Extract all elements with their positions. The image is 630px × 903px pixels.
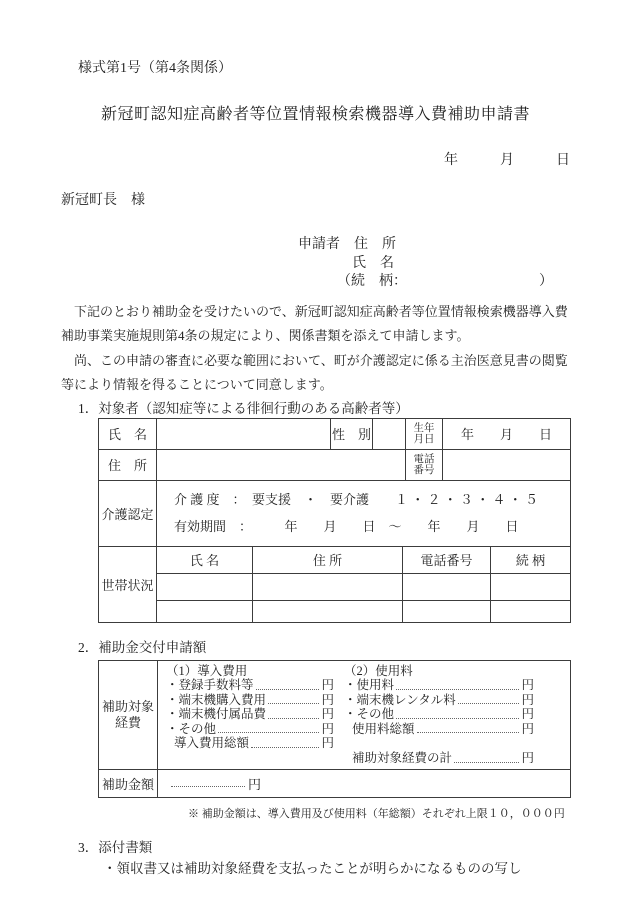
expense-label: ・使用料 [344,678,395,693]
section1-heading: 1．対象者（認知症等による徘徊行動のある高齢者等） [78,400,409,416]
expense-label: ・その他 [344,707,395,722]
care-period-line: 有効期間 ： 年 月 日 ～ 年 月 日 [174,519,519,534]
body-paragraph-2: 尚、この申請の審査に必要な範囲において、町が介護認定に係る主治医意見書の閲覧等により情報を得ることについて同意します。 [61,352,568,392]
household-row2-name-cell [157,600,253,622]
eligible-expense-content-cell [158,660,571,769]
expense-label: 導入費用総額 [174,736,250,751]
birthdate-value-cell: 年 月 日 [443,418,571,449]
household-label-cell: 世帯状況 [99,546,157,622]
dotted-leader [268,701,319,704]
dotted-leader [454,760,519,763]
expense-line-usage-total [344,722,534,737]
expense-line-intro-total [166,736,334,751]
expense-line-terminal-purchase [166,693,334,708]
dotted-leader [417,730,520,733]
expense-line-usage [344,678,534,693]
expense-label: ・端末機レンタル料 [344,692,456,707]
yen-unit: 円 [521,678,534,693]
household-row2-address-cell [253,600,403,622]
household-row1-phone-cell [403,573,491,600]
expense-line-terminal-accessory [166,707,334,722]
household-header-name: 氏 名 [157,546,253,573]
usage-fee-column [344,664,534,766]
dotted-leader [218,730,319,733]
dotted-leader [251,745,319,748]
expense-line-rental [344,693,534,708]
eligible-expense-label-line1: 補助対象 [101,698,154,714]
household-header-phone: 電話番号 [403,546,491,573]
subsidy-amount-table [98,660,571,798]
yen-unit: 円 [321,692,334,707]
phone-input-cell [443,449,571,480]
name-label-cell: 氏 名 [99,418,157,449]
yen-unit: 円 [321,707,334,722]
yen-unit: 円 [321,736,334,751]
yen-unit: 円 [521,751,534,766]
yen-unit: 円 [521,721,534,736]
applicant-address-label: 住 所 [354,237,396,252]
yen-unit: 円 [321,678,334,693]
applicant-block [61,236,570,292]
household-row2-phone-cell [403,600,491,622]
form-number: 様式第1号（第4条関係） [78,61,232,76]
dotted-leader [458,701,520,704]
subsidy-limit-note: ※ 補助金額は、導入費用及び使用料（年総額）それぞれ上限１０，０００円 [188,807,565,820]
dotted-leader [396,716,519,719]
attachment-item: ・領収書又は補助対象経費を支払ったことが明らかになるものの写し [103,860,522,876]
phone-label-cell: 電話番号 [406,449,443,480]
date-line: 年 月 日 [444,153,570,168]
household-row1-address-cell [253,573,403,600]
expense-label: ・登録手数料等 [166,678,254,693]
applicant-name-line [61,255,570,274]
addressee-line: 新冠町長 様 [61,193,145,208]
household-row1-relation-cell [491,573,571,600]
expense-label: 補助対象経費の計 [352,751,453,766]
expense-label: ・その他 [166,721,217,736]
relation-close-paren: ） [539,274,553,289]
expense-line-other-usage [344,707,534,722]
household-header-address: 住 所 [253,546,403,573]
name-input-cell [157,418,331,449]
yen-unit: 円 [521,692,534,707]
expense-line-grand-total [344,751,534,766]
eligible-expense-label-line2: 経費 [114,714,141,730]
care-level-line: 介 護 度 ： 要支援 ・ 要介護 １ ・ ２ ・ ３ ・ ４ ・ ５ [174,492,539,507]
address-label-cell: 住 所 [99,449,157,480]
birthdate-label-cell: 生年月日 [406,418,443,449]
body-paragraph-1: 下記のとおり補助金を受けたいので、新冠町認知症高齢者等位置情報検索機器導入費補助事業実施規則第4条の規定により、関係書類を添えて申請します。 [61,303,568,343]
section3-heading: 3．添付書類 [78,839,153,855]
spacer-line [344,736,534,751]
usage-fee-header: （2）使用料 [344,663,413,678]
household-table [98,546,571,623]
expense-line-other-intro [166,722,334,737]
applicant-relation-line [61,273,553,292]
expense-label: ・端末機付属品費 [166,707,267,722]
expense-label: 使用料総額 [352,721,415,736]
applicant-label: 申請者 [298,237,340,252]
relation-open-label: （続 柄： [337,274,407,289]
yen-unit: 円 [521,707,534,722]
body-paragraphs [61,300,573,398]
applicant-name-label: 氏 名 [352,255,394,271]
address-input-cell [157,449,406,480]
dotted-leader [256,687,320,690]
relation-blank-space [407,273,539,292]
dotted-leader [268,716,319,719]
introduction-cost-header: （1）導入費用 [166,663,248,678]
subsidy-amount-value-cell [158,769,571,797]
sex-label-cell: 性 別 [331,418,373,449]
care-certification-label-cell: 介護認定 [99,480,157,546]
subsidy-amount-label-cell: 補助金額 [99,769,158,797]
document-title: 新冠町認知症高齢者等位置情報検索機器導入費補助申請書 [100,106,530,123]
sex-input-cell [373,418,406,449]
household-header-relation: 続 柄 [491,546,571,573]
section2-heading: 2．補助金交付申請額 [78,639,207,655]
expense-line-registration [166,678,334,693]
household-row2-relation-cell [491,600,571,622]
care-certification-content-cell [157,480,571,546]
household-row1-name-cell [157,573,253,600]
eligible-expense-label-cell [99,660,158,769]
expense-label: ・端末機購入費用 [166,692,267,707]
dotted-leader [396,687,519,690]
yen-unit: 円 [321,721,334,736]
target-person-table [98,418,571,547]
introduction-cost-column [166,664,334,766]
yen-unit: 円 [248,776,262,792]
applicant-address-line [61,236,570,255]
dotted-leader [171,784,245,787]
